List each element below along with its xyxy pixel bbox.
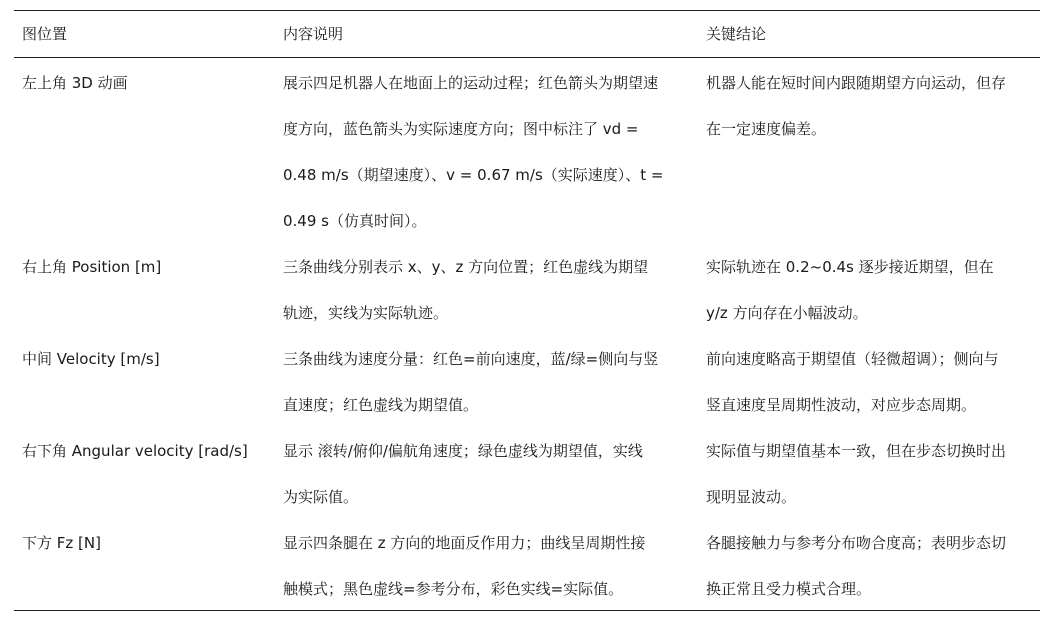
cell-content: 展示四足机器人在地面上的运动过程；红色箭头为期望速 度方向，蓝色箭头为实际速度方向；图中标注了 vd = 0.48 m/s（期望速度）、v = 0.67 m/s（实际速度）、t = 0.49 s（仿真时间）。 [283, 74, 664, 230]
cell-position: 下方 Fz [N] [22, 534, 101, 552]
header-content: 内容说明 [283, 25, 344, 43]
results-table [14, 10, 1040, 611]
header-conclusion: 关键结论 [706, 25, 767, 43]
table-row [14, 243, 1040, 335]
cell-position: 右下角 Angular velocity [rad/s] [22, 442, 248, 460]
cell-conclusion: 实际值与期望值基本一致，但在步态切换时出 现明显波动。 [706, 442, 1007, 506]
cell-conclusion: 实际轨迹在 0.2~0.4s 逐步接近期望，但在 y/z 方向存在小幅波动。 [706, 258, 994, 322]
cell-position: 左上角 3D 动画 [22, 74, 128, 92]
cell-conclusion: 各腿接触力与参考分布吻合度高；表明步态切 换正常且受力模式合理。 [706, 534, 1007, 598]
cell-position: 中间 Velocity [m/s] [22, 350, 160, 368]
cell-content: 三条曲线分别表示 x、y、z 方向位置；红色虚线为期望 轨迹，实线为实际轨迹。 [283, 258, 649, 322]
table-row [14, 335, 1040, 427]
header-position: 图位置 [22, 25, 68, 43]
table-body [14, 58, 1040, 610]
cell-content: 三条曲线为速度分量：红色=前向速度，蓝/绿=侧向与竖 直速度；红色虚线为期望值。 [283, 350, 659, 414]
cell-position: 右上角 Position [m] [22, 258, 162, 276]
cell-conclusion: 前向速度略高于期望值（轻微超调）；侧向与 竖直速度呈周期性波动，对应步态周期。 [706, 350, 999, 414]
table-row [14, 59, 1040, 243]
table-row [14, 427, 1040, 519]
cell-content: 显示四条腿在 z 方向的地面反作用力；曲线呈周期性接 触模式；黑色虚线=参考分布，彩色实线=实际值。 [283, 534, 646, 598]
table-header [14, 11, 1040, 58]
cell-content: 显示 滚转/俯仰/偏航角速度；绿色虚线为期望值，实线 为实际值。 [283, 442, 643, 506]
cell-conclusion: 机器人能在短时间内跟随期望方向运动，但存 在一定速度偏差。 [706, 74, 1007, 138]
table-row [14, 519, 1040, 610]
